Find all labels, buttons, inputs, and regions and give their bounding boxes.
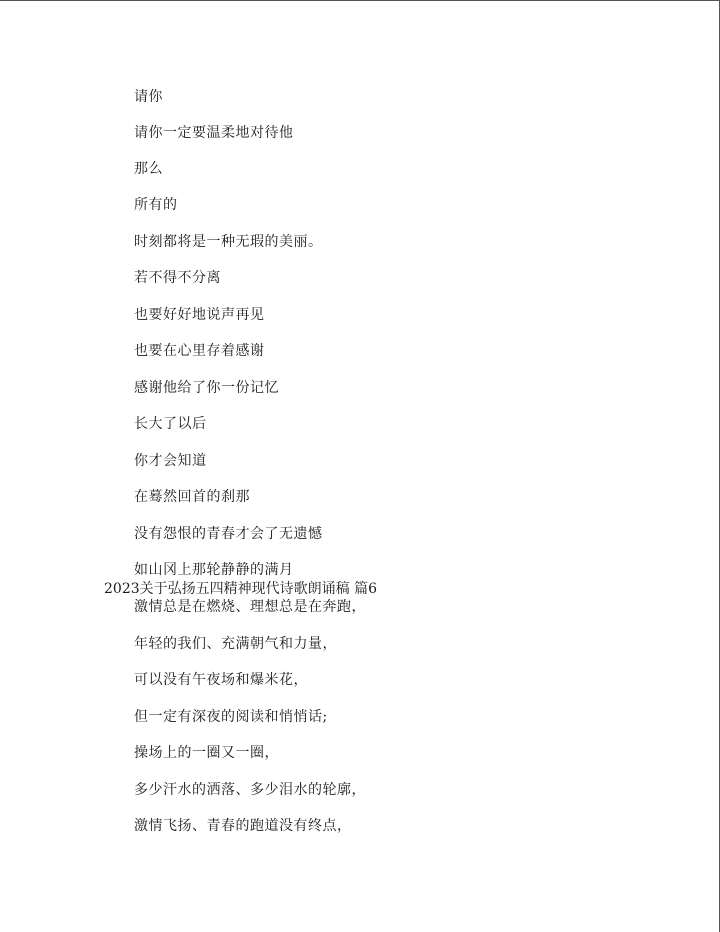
poem-line: 年轻的我们、充满朝气和力量， <box>134 636 337 652</box>
poem-line: 可以没有午夜场和爆米花， <box>134 672 308 688</box>
poem-line: 激情总是在燃烧、理想总是在奔跑， <box>134 599 366 615</box>
poem-line: 但一定有深夜的阅读和悄悄话; <box>134 709 328 725</box>
poem-line: 长大了以后 <box>134 416 207 432</box>
poem-line: 没有怨恨的青春才会了无遗憾 <box>134 526 323 542</box>
poem-line: 多少汗水的洒落、多少泪水的轮廓， <box>134 782 366 798</box>
poem-line: 也要好好地说声再见 <box>134 307 265 323</box>
poem-line: 那么 <box>134 161 163 177</box>
poem-line: 如山冈上那轮静静的满月 <box>134 562 294 578</box>
poem-line: 激情飞扬、青春的跑道没有终点， <box>134 818 352 834</box>
poem-line: 若不得不分离 <box>134 270 221 286</box>
section-heading: 2023关于弘扬五四精神现代诗歌朗诵稿 篇6 <box>104 581 377 597</box>
poem-line: 所有的 <box>134 197 178 213</box>
page-border-top <box>0 0 720 1</box>
poem-line: 时刻都将是一种无瑕的美丽。 <box>134 234 323 250</box>
poem-line: 你才会知道 <box>134 453 207 469</box>
poem-line: 请你一定要温柔地对待他 <box>134 125 294 141</box>
poem-line: 在蓦然回首的刹那 <box>134 489 250 505</box>
poem-line: 也要在心里存着感谢 <box>134 343 265 359</box>
poem-line: 请你 <box>134 89 163 105</box>
poem-line: 感谢他给了你一份记忆 <box>134 380 279 396</box>
poem-line: 操场上的一圈又一圈， <box>134 745 279 761</box>
